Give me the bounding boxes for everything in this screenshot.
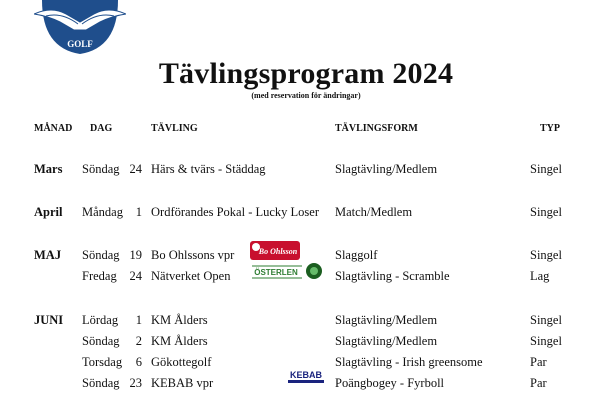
row-date: 19 bbox=[129, 248, 142, 262]
row-format: Slaggolf bbox=[335, 248, 378, 262]
row-format: Poängbogey - Fyrboll bbox=[335, 376, 445, 390]
row-competition: Härs & tvärs - Städdag bbox=[151, 162, 266, 176]
row-weekday: Söndag bbox=[82, 334, 120, 348]
row-weekday: Söndag bbox=[82, 376, 120, 390]
row-type: Singel bbox=[530, 162, 562, 176]
row-type: Par bbox=[530, 376, 547, 390]
row-type: Singel bbox=[530, 205, 562, 219]
row-weekday: Lördag bbox=[82, 313, 119, 327]
sponsor-osterlen-text: ÖSTERLEN bbox=[254, 268, 298, 277]
sponsor-bo-ohlsson-logo bbox=[250, 241, 300, 260]
page-subtitle: (med reservation för ändringar) bbox=[251, 91, 361, 100]
logo-text: GOLF bbox=[67, 39, 93, 49]
row-date: 24 bbox=[129, 162, 142, 176]
row-weekday: Söndag bbox=[82, 162, 120, 176]
row-format: Slagtävling/Medlem bbox=[335, 313, 438, 327]
row-month: MAJ bbox=[34, 248, 62, 262]
row-type: Singel bbox=[530, 248, 562, 262]
header-competition: TÄVLING bbox=[151, 123, 198, 134]
row-date: 1 bbox=[135, 313, 142, 327]
row-format: Match/Medlem bbox=[335, 205, 413, 219]
row-format: Slagtävling/Medlem bbox=[335, 334, 438, 348]
row-format: Slagtävling/Medlem bbox=[335, 162, 438, 176]
row-competition: KM Ålders bbox=[151, 334, 208, 348]
sponsor-osterlen-logo bbox=[250, 262, 324, 280]
row-weekday: Fredag bbox=[82, 269, 117, 283]
row-competition: KM Ålders bbox=[151, 313, 208, 327]
row-weekday: Söndag bbox=[82, 248, 120, 262]
sponsor-bo-ohlsson-text: Bo Ohlsson bbox=[258, 247, 298, 256]
row-competition: Gökottegolf bbox=[151, 355, 212, 369]
row-competition: KEBAB vpr bbox=[151, 376, 214, 390]
row-competition: Bo Ohlssons vpr bbox=[151, 248, 235, 262]
header-day: DAG bbox=[90, 123, 113, 134]
row-weekday: Måndag bbox=[82, 205, 123, 219]
row-date: 1 bbox=[135, 205, 142, 219]
row-type: Par bbox=[530, 355, 547, 369]
row-type: Singel bbox=[530, 313, 562, 327]
row-format: Slagtävling - Irish greensome bbox=[335, 355, 483, 369]
row-date: 2 bbox=[135, 334, 142, 348]
sponsor-kebab-logo bbox=[284, 368, 328, 386]
row-date: 24 bbox=[129, 269, 142, 283]
row-month: JUNI bbox=[34, 313, 64, 327]
row-competition: Ordförandes Pokal - Lucky Loser bbox=[151, 205, 320, 219]
header-month: MÅNAD bbox=[34, 123, 73, 134]
page-title: Tävlingsprogram 2024 bbox=[158, 57, 454, 90]
row-type: Singel bbox=[530, 334, 562, 348]
row-month: April bbox=[34, 205, 63, 219]
sponsor-kebab-text: KEBAB bbox=[289, 370, 323, 380]
row-weekday: Torsdag bbox=[82, 355, 123, 369]
row-date: 23 bbox=[129, 376, 142, 390]
row-competition: Nätverket Open bbox=[151, 269, 231, 283]
header-type: TYP bbox=[540, 123, 560, 134]
row-date: 6 bbox=[135, 355, 142, 369]
row-format: Slagtävling - Scramble bbox=[335, 269, 450, 283]
row-month: Mars bbox=[34, 162, 63, 176]
header-format: TÄVLINGSFORM bbox=[335, 123, 418, 134]
club-logo bbox=[34, 0, 126, 56]
row-type: Lag bbox=[530, 269, 550, 283]
